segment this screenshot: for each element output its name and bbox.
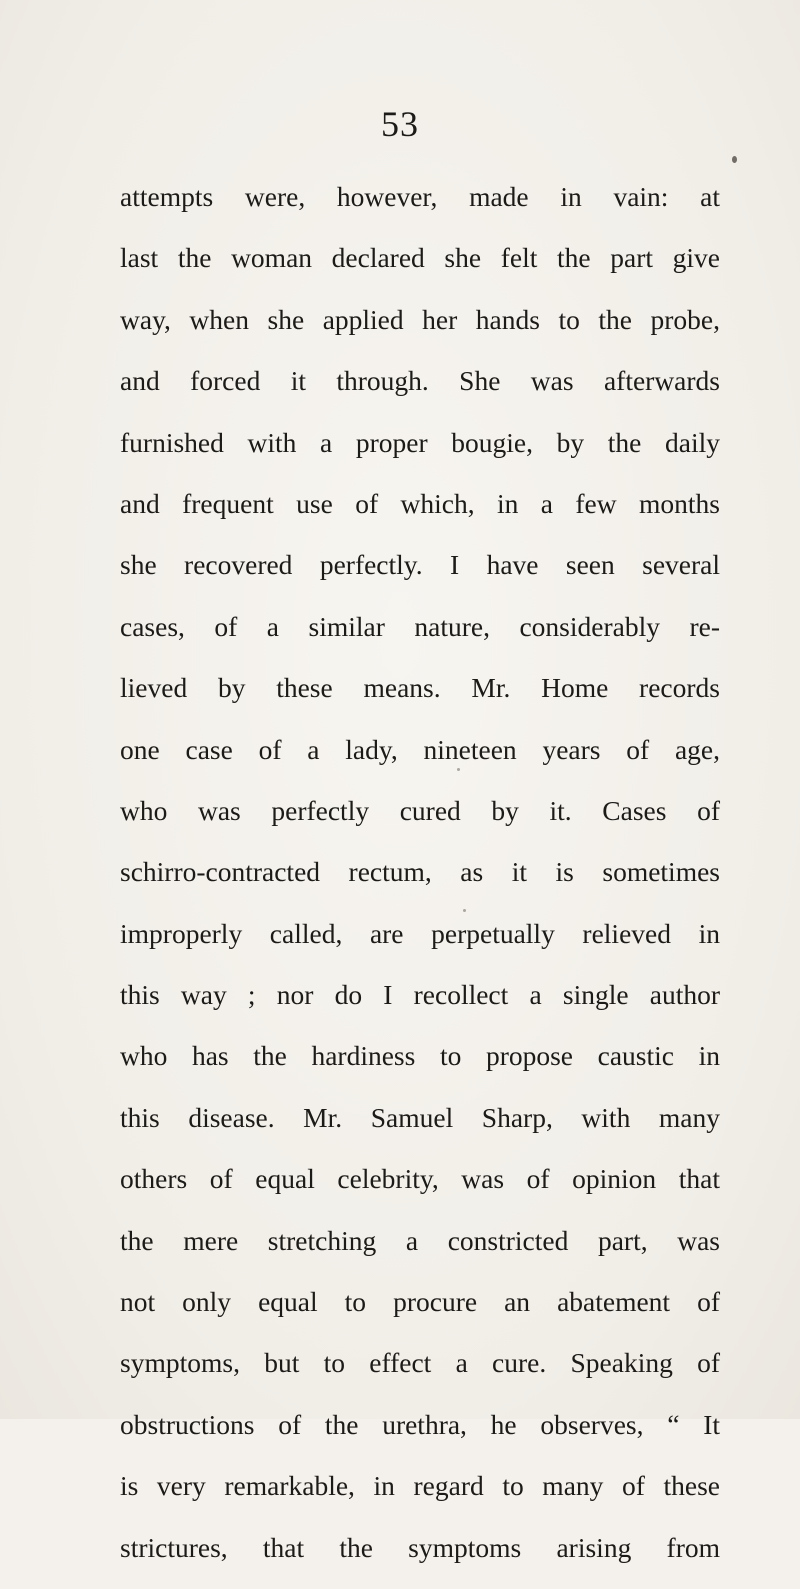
text-line: not only equal to procure an abatement of: [120, 1286, 720, 1318]
text-line: and forced it through. She was afterwards: [120, 365, 720, 397]
text-line: who has the hardiness to propose caustic in: [120, 1040, 720, 1072]
text-line: is very remarkable, in regard to many of these: [120, 1470, 720, 1502]
ink-speck: [457, 768, 460, 771]
text-line: and frequent use of which, in a few months: [120, 487, 720, 519]
text-line: furnished with a proper bougie, by the daily: [120, 426, 720, 458]
body-text: [120, 177, 720, 1589]
ink-speck: [732, 156, 737, 163]
text-line: who was perfectly cured by it. Cases of: [120, 794, 720, 826]
text-line: one case of a lady, nineteen years of age,: [120, 733, 720, 765]
text-line: improperly called, are perpetually relieved in: [120, 917, 720, 949]
text-line: symptoms, but to effect a cure. Speaking of: [120, 1347, 720, 1379]
text-line: this way ; nor do I recollect a single author: [120, 979, 720, 1011]
text-line: she recovered perfectly. I have seen several: [120, 549, 720, 581]
ink-speck: [463, 909, 466, 912]
text-line: others of equal celebrity, was of opinion that: [120, 1163, 720, 1195]
text-line: obstructions of the urethra, he observes, “ It: [120, 1408, 720, 1440]
page-number: 53: [381, 104, 419, 144]
text-line: strictures, that the symptoms arising from: [120, 1531, 720, 1563]
text-line: attempts were, however, made in vain: at: [120, 181, 720, 212]
text-line: the mere stretching a constricted part, was: [120, 1224, 720, 1256]
text-line: this disease. Mr. Samuel Sharp, with many: [120, 1101, 720, 1133]
text-line: lieved by these means. Mr. Home records: [120, 672, 720, 704]
text-line: way, when she applied her hands to the probe,: [120, 303, 720, 335]
text-line: schirro-contracted rectum, as it is sometimes: [120, 856, 720, 888]
text-line: last the woman declared she felt the part give: [120, 242, 720, 274]
text-line: cases, of a similar nature, considerably re-: [120, 610, 720, 642]
